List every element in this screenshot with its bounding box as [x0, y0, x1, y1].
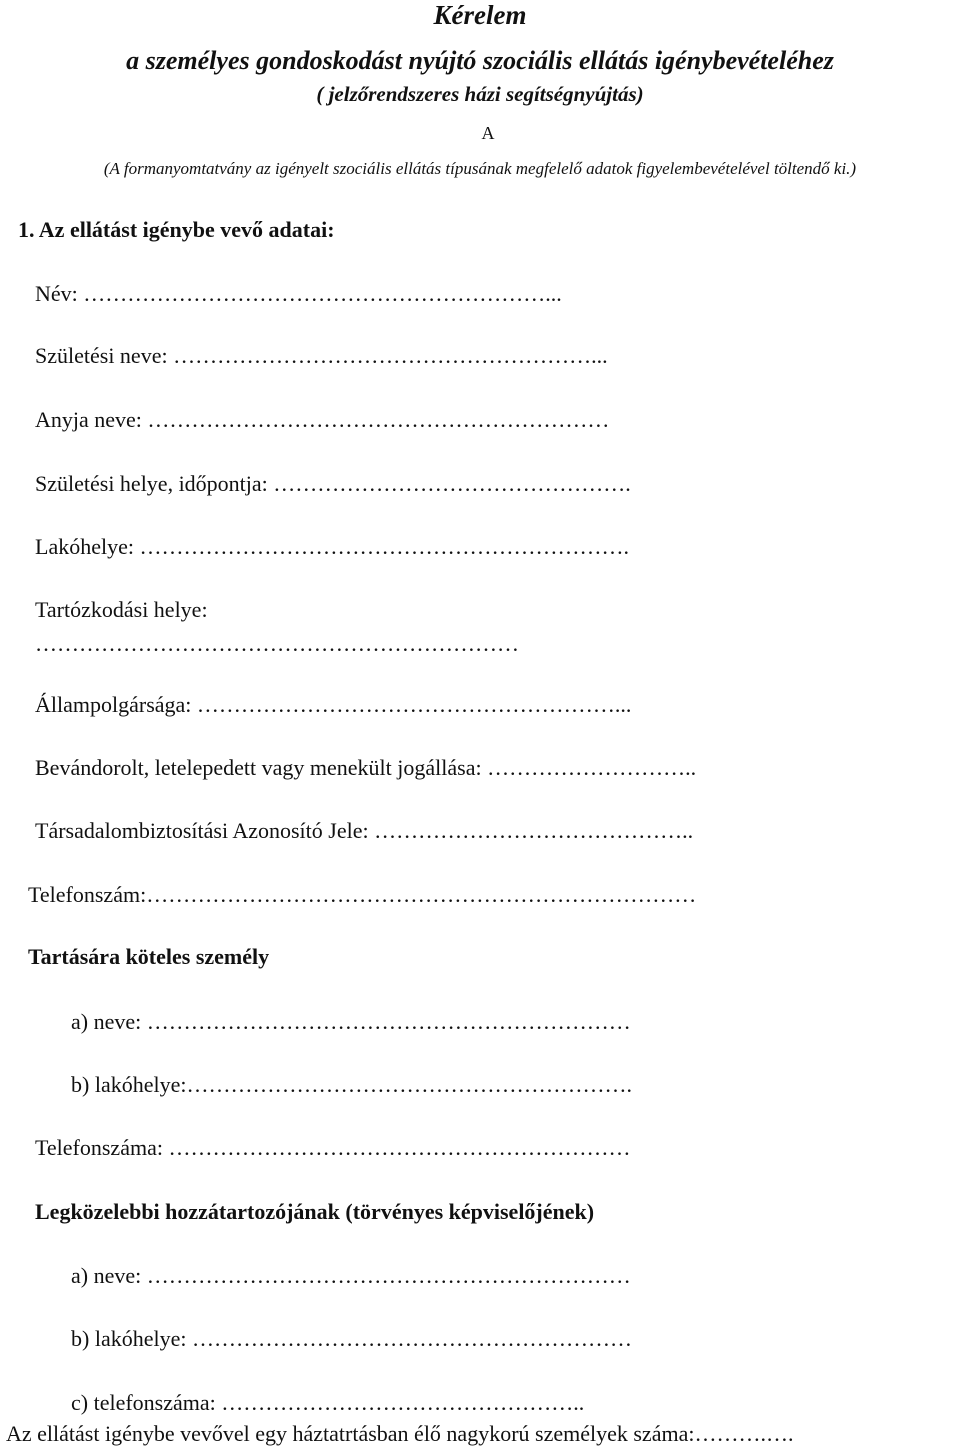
- section-support-heading: Tartására köteles személy: [28, 944, 270, 969]
- field-birth-name[interactable]: [35, 345, 608, 367]
- form-letter: A: [481, 123, 495, 143]
- field-support-phone-blank[interactable]: ………………………………………………………: [168, 1135, 631, 1160]
- field-name-blank[interactable]: ………………………………………………………...: [83, 281, 562, 306]
- document-title: Kérelem: [433, 0, 527, 30]
- field-stay-address-line[interactable]: [35, 633, 519, 655]
- field-stay-address-blank[interactable]: …………………………………………………………: [35, 631, 519, 656]
- field-mother-name[interactable]: [35, 409, 609, 431]
- field-support-name[interactable]: [71, 1011, 631, 1033]
- document-subtitle-service: ( jelzőrendszeres házi segítségnyújtás): [316, 82, 644, 106]
- field-legal-status-blank[interactable]: ………………………..: [487, 755, 697, 780]
- field-relative-address-blank[interactable]: ……………………………………………………: [191, 1326, 632, 1351]
- field-mother-name-label: Anyja neve:: [35, 407, 142, 432]
- field-taj-label: Társadalombiztosítási Azonosító Jele:: [35, 818, 369, 843]
- field-phone[interactable]: [28, 884, 696, 906]
- field-support-address-label: b) lakóhelye:: [71, 1072, 187, 1097]
- field-birth-place-date-blank[interactable]: ………………………………………….: [273, 471, 631, 496]
- field-relative-address[interactable]: [71, 1328, 632, 1350]
- field-stay-address: [35, 599, 208, 621]
- field-support-name-label: a) neve:: [71, 1009, 142, 1034]
- field-name[interactable]: [35, 283, 562, 305]
- field-citizenship[interactable]: [35, 694, 631, 716]
- field-residence[interactable]: [35, 536, 629, 558]
- field-birth-place-date[interactable]: [35, 473, 631, 495]
- section-relative-heading: Legközelebbi hozzátartozójának (törvényes képviselőjének): [35, 1199, 595, 1224]
- field-legal-status[interactable]: [35, 757, 696, 779]
- field-relative-phone[interactable]: [71, 1392, 584, 1414]
- field-household-count-label: Az ellátást igénybe vevővel egy háztatrtásban élő nagykorú személyek száma:: [6, 1421, 695, 1446]
- field-birth-name-blank[interactable]: …………………………………………………...: [173, 343, 608, 368]
- field-birth-name-label: Születési neve:: [35, 343, 168, 368]
- field-household-count[interactable]: [6, 1423, 793, 1445]
- field-residence-blank[interactable]: ………………………………………………………….: [139, 534, 629, 559]
- field-name-label: Név:: [35, 281, 78, 306]
- field-relative-name-label: a) neve:: [71, 1263, 142, 1288]
- field-support-phone-label: Telefonszáma:: [35, 1135, 163, 1160]
- field-stay-address-label: Tartózkodási helye:: [35, 597, 208, 622]
- field-relative-name-blank[interactable]: …………………………………………………………: [146, 1263, 631, 1288]
- field-phone-label: Telefonszám:: [28, 882, 147, 907]
- field-support-phone[interactable]: [35, 1137, 630, 1159]
- field-relative-address-label: b) lakóhelye:: [71, 1326, 187, 1351]
- field-citizenship-blank[interactable]: …………………………………………………...: [196, 692, 632, 717]
- field-taj-blank[interactable]: ……………………………………..: [374, 818, 694, 843]
- field-support-name-blank[interactable]: …………………………………………………………: [146, 1009, 631, 1034]
- document-subtitle: a személyes gondoskodást nyújtó szociális ellátás igénybevételéhez: [126, 46, 834, 75]
- field-taj[interactable]: [35, 820, 693, 842]
- form-instruction-note: (A formanyomtatvány az igényelt szociális ellátás típusának megfelelő adatok figyelembevételével töltendő ki.): [103, 159, 857, 178]
- field-phone-blank[interactable]: …………………………………………………………………: [146, 882, 697, 907]
- field-legal-status-label: Bevándorolt, letelepedett vagy menekült jogállása:: [35, 755, 482, 780]
- field-support-address-blank[interactable]: …………………………………………………….: [186, 1072, 632, 1097]
- field-residence-label: Lakóhelye:: [35, 534, 134, 559]
- field-citizenship-label: Állampolgársága:: [35, 692, 192, 717]
- field-household-count-blank[interactable]: ……….….: [694, 1421, 794, 1446]
- field-relative-name[interactable]: [71, 1265, 631, 1287]
- section-applicant-heading: 1. Az ellátást igénybe vevő adatai:: [18, 217, 335, 242]
- field-mother-name-blank[interactable]: ………………………………………………………: [147, 407, 610, 432]
- field-relative-phone-blank[interactable]: …………………………………………..: [221, 1390, 585, 1415]
- field-relative-phone-label: c) telefonszáma:: [71, 1390, 216, 1415]
- field-birth-place-date-label: Születési helye, időpontja:: [35, 471, 268, 496]
- field-support-address[interactable]: [71, 1074, 632, 1096]
